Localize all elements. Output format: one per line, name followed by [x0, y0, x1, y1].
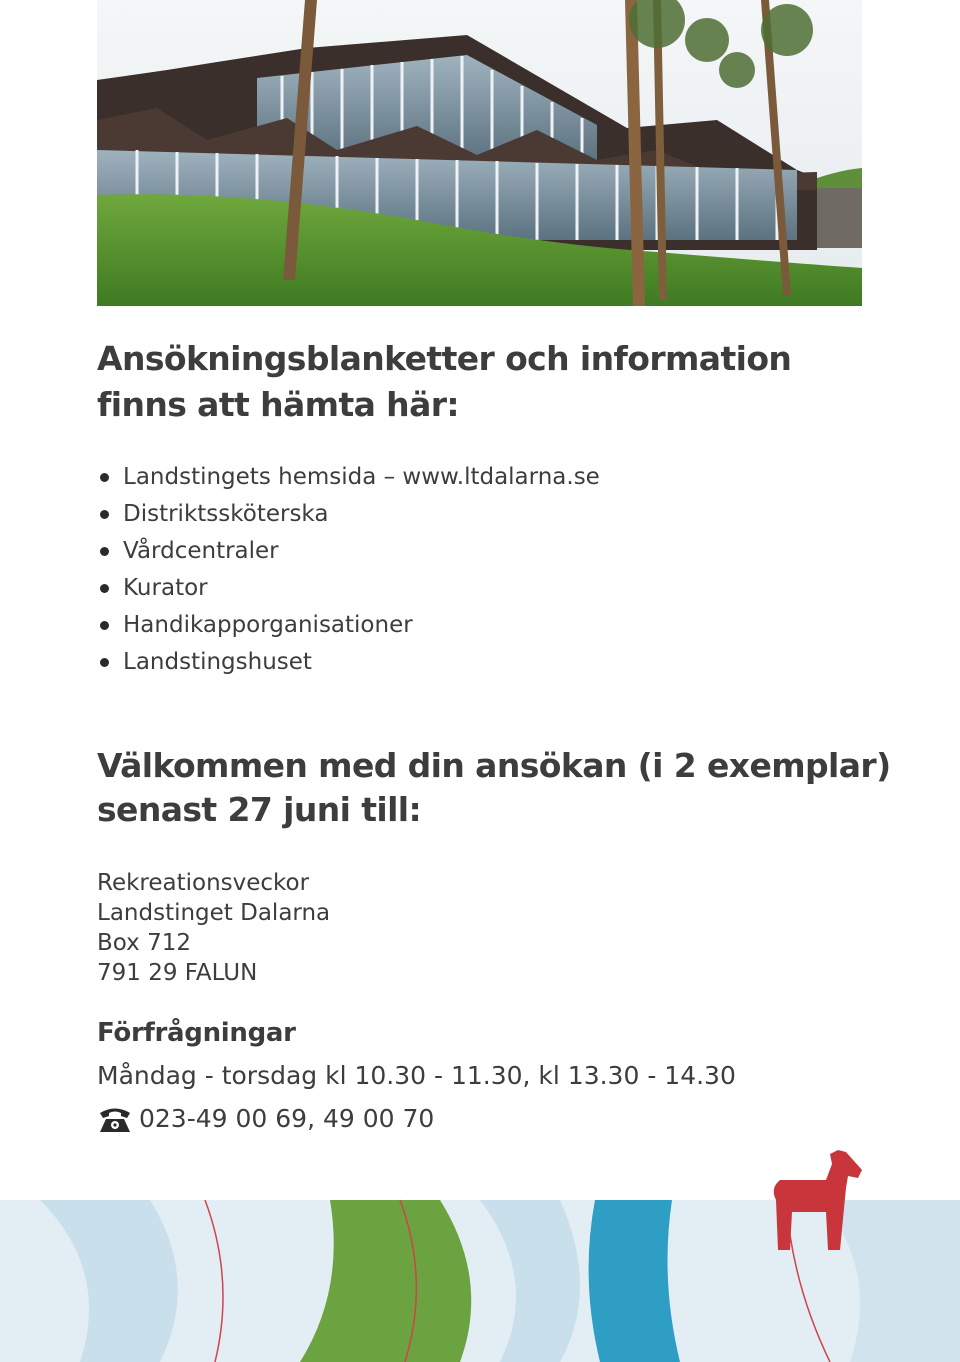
postal-address: [97, 868, 330, 988]
office-hours: Måndag - torsdag kl 10.30 - 11.30, kl 13.30 - 14.30: [97, 1061, 736, 1090]
apply-heading: [97, 744, 891, 832]
list-item: Handikapporganisationer: [97, 607, 600, 644]
decorative-footer: [0, 1140, 960, 1362]
list-item: Landstingets hemsida – www.ltdalarna.se: [97, 459, 600, 496]
address-line: Rekreationsveckor: [97, 870, 310, 896]
list-item: Landstingshuset: [97, 644, 600, 681]
apply-heading-line2: senast 27 juni till:: [97, 790, 422, 829]
info-heading-line1: Ansökningsblanketter och information: [97, 339, 792, 378]
address-line: Box 712: [97, 930, 191, 956]
info-heading: [97, 336, 791, 428]
phone-numbers: 023-49 00 69, 49 00 70: [139, 1104, 435, 1133]
inquiries-title: Förfrågningar: [97, 1018, 296, 1048]
source-list: [97, 459, 600, 681]
address-line: Landstinget Dalarna: [97, 900, 331, 926]
building-photo: [97, 0, 862, 306]
list-item: Vårdcentraler: [97, 533, 600, 570]
list-item: Kurator: [97, 570, 600, 607]
phone-row: [97, 1100, 434, 1138]
list-item: Distriktssköterska: [97, 496, 600, 533]
address-line: 791 29 FALUN: [97, 960, 258, 986]
info-heading-line2: finns att hämta här:: [97, 385, 460, 424]
telephone-icon: [97, 1104, 133, 1134]
apply-heading-line1: Välkommen med din ansökan (i 2 exemplar): [97, 746, 891, 785]
